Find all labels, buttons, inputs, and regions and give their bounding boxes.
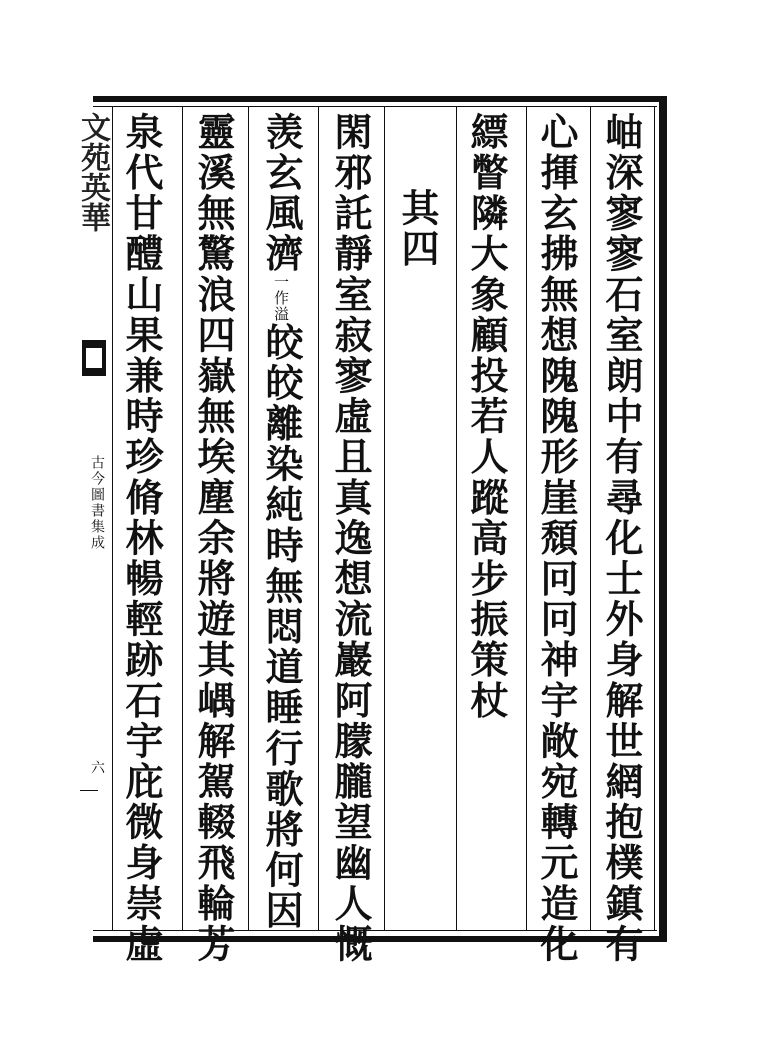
column-divider: [112, 106, 113, 930]
variant-note: 一作溢: [272, 274, 290, 323]
text-column-7: 靈溪無驚浪四嶽無埃塵余將遊其嵎解駕輟飛輪芳: [191, 112, 236, 965]
frame-inner-right-rule: [654, 106, 655, 930]
text-column-2: 心揮玄拂無想隗隗形崖頹冋冋神宇敞宛轉元造化: [534, 112, 579, 965]
book-title: 古今圖書集成: [89, 455, 105, 551]
column-divider: [590, 106, 591, 930]
column-6-text-a: 羡玄風濟: [259, 112, 304, 275]
running-title: 文苑英華: [75, 112, 110, 232]
text-column-1: 岫深寥寥石室朗中有尋化士外身解世網抱樸鎮有: [599, 112, 644, 965]
text-column-5: 閑邪託靜室寂寥虛且真逸想流巖阿朦朧望幽人慨: [328, 112, 373, 965]
frame-inner-top-rule: [93, 106, 657, 107]
margin-rule: [80, 790, 98, 791]
page-number: 六: [89, 760, 105, 774]
column-divider: [456, 106, 457, 930]
column-divider: [182, 106, 183, 930]
column-6-text-b: 皎皎離染純時無悶道睡行歌將何因: [259, 322, 304, 932]
column-divider: [384, 106, 385, 930]
text-column-6: [259, 112, 304, 932]
column-divider: [526, 106, 527, 930]
fish-tail-mark: [82, 340, 106, 376]
text-column-8: 泉代甘醴山果兼時珍脩林暢輕跡石宇庇微身崇虛: [119, 112, 164, 965]
column-divider: [248, 106, 249, 930]
text-column-3: 縹瞥隣大象顧投若人蹤高步振策杖: [464, 112, 509, 721]
column-divider: [318, 106, 319, 930]
page-frame: [93, 96, 667, 942]
section-heading: 其四: [395, 188, 440, 270]
